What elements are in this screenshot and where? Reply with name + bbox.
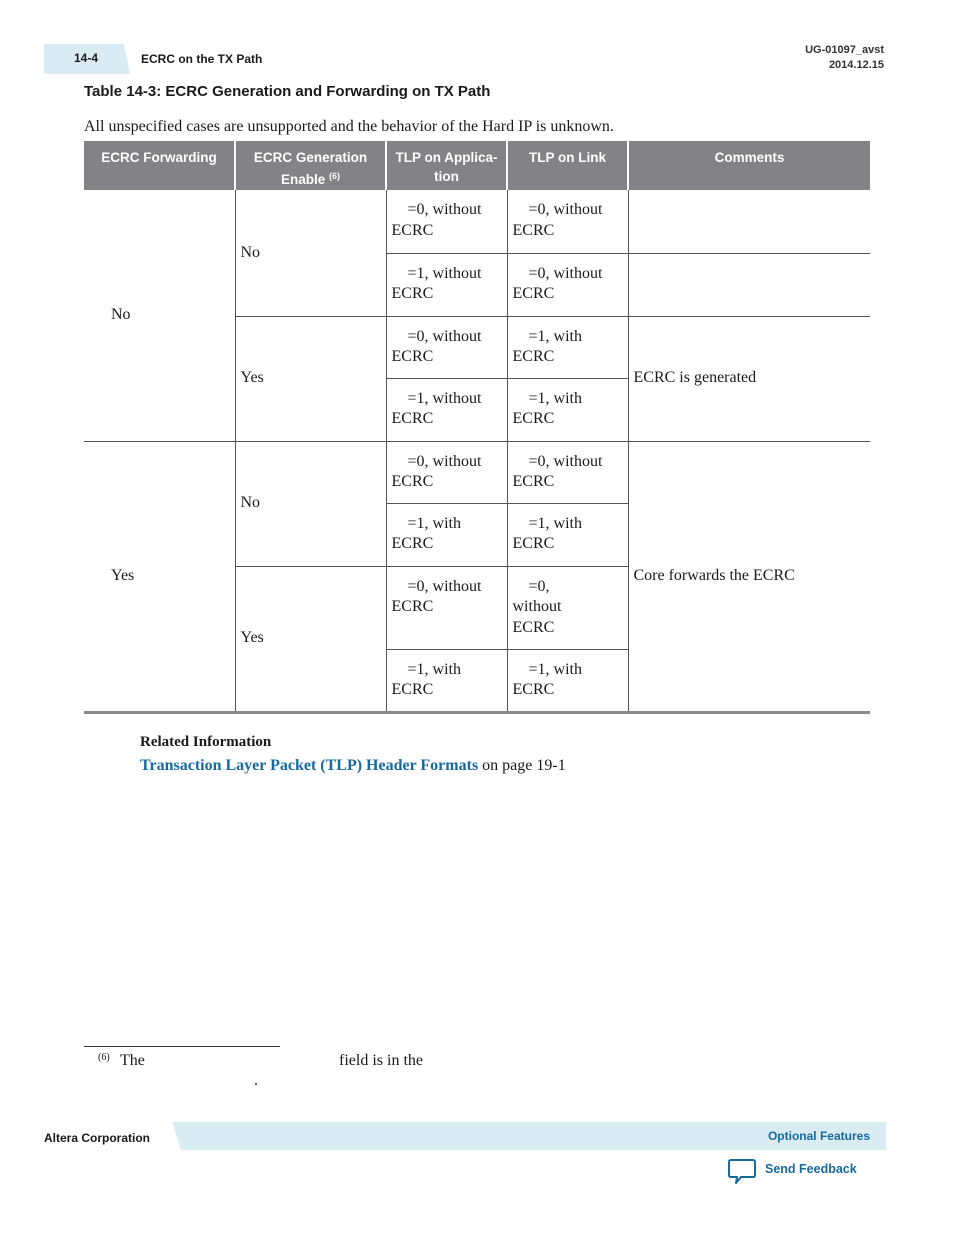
- cell-tlp-app: [386, 441, 507, 503]
- cell-text: =1, with: [528, 660, 582, 678]
- cell-tlp-link: [507, 441, 628, 503]
- header-ecrc-forwarding: ECRC Forwarding: [84, 141, 235, 190]
- cell-text: =1, with: [407, 660, 461, 678]
- document-date: 2014.12.15: [828, 59, 884, 71]
- cell-text: ECRC: [512, 410, 555, 427]
- cell-text: =0, without: [407, 452, 482, 470]
- cell-tlp-link: [507, 503, 628, 566]
- header-comments: Comments: [628, 141, 870, 190]
- cell-tlp-link: [507, 253, 628, 316]
- footnote-ref: (6): [329, 171, 341, 181]
- cell-tlp-link: [507, 316, 628, 378]
- cell-text: ECRC: [512, 221, 555, 239]
- cell-forwarding: No: [84, 190, 235, 441]
- cell-text: ECRC: [391, 681, 434, 698]
- cell-forwarding: Yes: [84, 441, 235, 712]
- cell-generation: No: [235, 190, 386, 316]
- tlp-header-formats-link[interactable]: Transaction Layer Packet (TLP) Header Formats: [140, 757, 479, 774]
- cell-text: ECRC: [512, 348, 555, 365]
- cell-text: =1, with: [528, 327, 582, 345]
- cell-text: =0,: [528, 577, 550, 595]
- cell-text: =0, without: [528, 201, 603, 218]
- cell-text: =1, with: [528, 389, 582, 407]
- cell-tlp-link: [507, 190, 628, 253]
- footnote-text-end: .: [254, 1072, 258, 1089]
- speech-bubble-icon[interactable]: [727, 1158, 757, 1186]
- header-tlp-application: TLP on Applica- tion: [386, 141, 507, 190]
- section-title: ECRC on the TX Path: [141, 52, 263, 66]
- cell-text: =1, with: [528, 514, 582, 532]
- cell-tlp-link: [507, 649, 628, 712]
- ecrc-table: [84, 141, 870, 714]
- footer-chapter-link[interactable]: Optional Features: [767, 1129, 870, 1143]
- cell-tlp-app: [386, 566, 507, 649]
- cell-text: =0, without: [407, 327, 482, 345]
- cell-tlp-app: [386, 190, 507, 253]
- cell-tlp-app: [386, 503, 507, 566]
- related-info-entry: [140, 757, 566, 775]
- cell-comment: [628, 253, 870, 316]
- footnote-text-middle: field is in the: [339, 1052, 423, 1069]
- header-tlp-link: TLP on Link: [507, 141, 628, 190]
- cell-tlp-link: [507, 566, 628, 649]
- cell-text: =0, without: [528, 264, 603, 282]
- table-row: [84, 441, 870, 503]
- cell-text: ECRC: [391, 473, 434, 490]
- cell-text: ECRC: [391, 221, 434, 239]
- cell-text: ECRC: [391, 410, 434, 427]
- cell-comment: Core forwards the ECRC: [628, 441, 870, 712]
- table-caption: Table 14-3: ECRC Generation and Forwarding on TX Path: [84, 83, 491, 100]
- footnote-mark: (6): [98, 1052, 110, 1063]
- document-code: UG-01097_avst: [805, 44, 884, 56]
- footer-company: Altera Corporation: [44, 1131, 151, 1145]
- footnote-text-start: The: [120, 1052, 145, 1069]
- page-number: 14-4: [74, 51, 99, 65]
- cell-tlp-app: [386, 378, 507, 441]
- table-row: [84, 190, 870, 253]
- intro-text: All unspecified cases are unsupported and the behavior of the Hard IP is unknown.: [84, 118, 614, 135]
- related-info-heading: Related Information: [140, 734, 272, 750]
- cell-generation: Yes: [235, 566, 386, 712]
- cell-text: ECRC: [512, 618, 555, 636]
- cell-text: =1, without: [407, 264, 482, 282]
- cell-text: ECRC: [512, 285, 555, 302]
- document-id: [805, 43, 884, 73]
- cell-text: ECRC: [391, 598, 434, 615]
- cell-text: =1, with: [407, 514, 461, 532]
- cell-text: =0, without: [407, 577, 482, 595]
- footnote-divider: [84, 1046, 280, 1047]
- page-reference: on page 19-1: [478, 757, 566, 774]
- cell-text: ECRC: [512, 473, 555, 490]
- table-header-row: [84, 141, 870, 190]
- header-ecrc-generation-label: ECRC Generation Enable: [253, 150, 368, 187]
- cell-generation: No: [235, 441, 386, 566]
- cell-tlp-app: [386, 316, 507, 378]
- cell-tlp-link: [507, 378, 628, 441]
- cell-text: =0, without: [407, 201, 482, 218]
- cell-text: =1, without: [407, 389, 482, 407]
- cell-comment: [628, 190, 870, 253]
- cell-text: without: [512, 598, 562, 615]
- send-feedback-link[interactable]: Send Feedback: [765, 1162, 857, 1176]
- cell-comment: ECRC is generated: [628, 316, 870, 441]
- cell-tlp-app: [386, 649, 507, 712]
- cell-text: =0, without: [528, 452, 603, 470]
- cell-text: ECRC: [391, 535, 434, 552]
- cell-text: ECRC: [391, 348, 434, 365]
- cell-text: ECRC: [391, 285, 434, 302]
- cell-generation: Yes: [235, 316, 386, 441]
- cell-tlp-app: [386, 253, 507, 316]
- cell-text: ECRC: [512, 535, 555, 552]
- header-ecrc-generation: [235, 141, 386, 190]
- cell-text: ECRC: [512, 681, 555, 698]
